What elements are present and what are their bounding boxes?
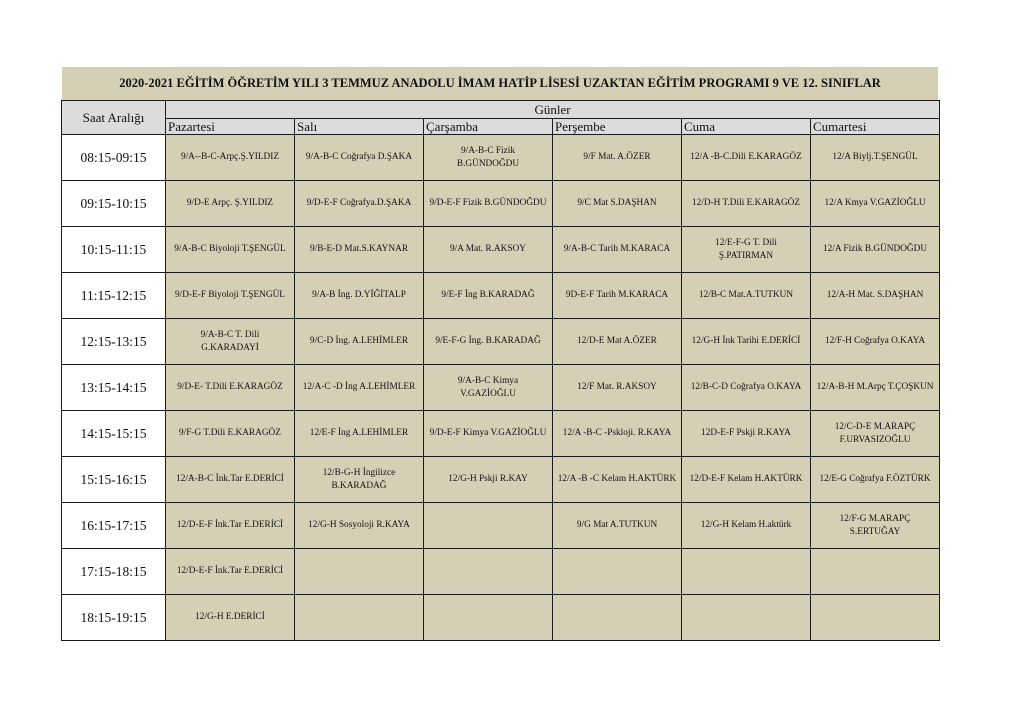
time-slot: 18:15-19:15 [62,595,166,641]
table-row [62,181,940,227]
table-row [62,227,940,273]
lesson-cell [553,549,682,595]
lesson-cell [682,595,811,641]
lesson-cell: 12/A -B-C -Pskloji. R.KAYA [553,411,682,457]
lesson-cell: 12/D-E-F İnk.Tar E.DERİCİ [166,503,295,549]
lesson-cell: 9/A-B İng. D.YİĞİTALP [295,273,424,319]
day-header-sali: Salı [295,119,424,135]
lesson-cell [424,503,553,549]
time-slot: 10:15-11:15 [62,227,166,273]
day-header-persembe: Perşembe [553,119,682,135]
lesson-cell [295,549,424,595]
day-header-cuma: Cuma [682,119,811,135]
lesson-cell: 9/G Mat A.TUTKUN [553,503,682,549]
lesson-cell [682,549,811,595]
page-title: 2020-2021 EĞİTİM ÖĞRETİM YILI 3 TEMMUZ ANADOLU İMAM HATİP LİSESİ UZAKTAN EĞİTİM PROGRAMI 9 VE 12. SINIFLAR [62,67,938,100]
lesson-cell [553,595,682,641]
lesson-cell: 9/A-B-C Tarih M.KARACA [553,227,682,273]
lesson-cell: 12D-E-F Pskji R.KAYA [682,411,811,457]
lesson-cell: 12/B-C Mat.A.TUTKUN [682,273,811,319]
lesson-cell: 12/A -B-C.Dili E.KARAGÖZ [682,135,811,181]
lesson-cell [424,549,553,595]
lesson-cell: 12/A Fizik B.GÜNDOĞDU [811,227,940,273]
time-slot: 13:15-14:15 [62,365,166,411]
lesson-cell: 12/G-H Pskji R.KAY [424,457,553,503]
lesson-cell: 9D-E-F Tarih M.KARACA [553,273,682,319]
lesson-cell: 9/D-E Arpç. Ş.YILDIZ [166,181,295,227]
lesson-cell: 12/B-C-D Coğrafya O.KAYA [682,365,811,411]
lesson-cell [424,595,553,641]
time-slot: 12:15-13:15 [62,319,166,365]
lesson-cell: 12/D-E Mat A.ÖZER [553,319,682,365]
lesson-cell: 9/D-E-F Coğrafya.D.ŞAKA [295,181,424,227]
header-row-days [62,119,940,135]
day-header-pazartesi: Pazartesi [166,119,295,135]
schedule-table [61,100,940,641]
lesson-cell [295,595,424,641]
header-row-gunler [62,101,940,119]
lesson-cell: 9/A-B-C Fizik B.GÜNDOĞDU [424,135,553,181]
lesson-cell: 12/A Biylj.T.ŞENGÜL [811,135,940,181]
table-row [62,503,940,549]
lesson-cell: 9/C Mat S.DAŞHAN [553,181,682,227]
lesson-cell: 12/A Kmya V.GAZİOĞLU [811,181,940,227]
lesson-cell: 9/D-E-F Fizik B.GÜNDOĞDU [424,181,553,227]
table-row [62,411,940,457]
lesson-cell: 12/G-H İnk Tarihi E.DERİCİ [682,319,811,365]
lesson-cell: 12/E-G Coğrafya F.ÖZTÜRK [811,457,940,503]
lesson-cell: 12/A-B-H M.Arpç T.ÇOŞKUN [811,365,940,411]
table-row [62,273,940,319]
lesson-cell: 9/A-B-C Biyoloji T.ŞENGÜL [166,227,295,273]
lesson-cell: 12/F Mat. R.AKSOY [553,365,682,411]
header-saat-araligi: Saat Aralığı [62,101,166,135]
time-slot: 17:15-18:15 [62,549,166,595]
lesson-cell: 12/A -B -C Kelam H.AKTÜRK [553,457,682,503]
header-gunler: Günler [166,101,940,119]
day-header-carsamba: Çarşamba [424,119,553,135]
lesson-cell: 9/D-E-F Kimya V.GAZİOĞLU [424,411,553,457]
lesson-cell: 12/G-H Kelam H.aktürk [682,503,811,549]
lesson-cell: 9/F-G T.Dili E.KARAGÖZ [166,411,295,457]
lesson-cell: 12/F-H Coğrafya O.KAYA [811,319,940,365]
lesson-cell: 12/D-E-F İnk.Tar E.DERİCİ [166,549,295,595]
table-row [62,457,940,503]
lesson-cell: 9/E-F İng B.KARADAĞ [424,273,553,319]
lesson-cell: 9/F Mat. A.ÖZER [553,135,682,181]
lesson-cell: 9/C-D İng. A.LEHİMLER [295,319,424,365]
table-row [62,365,940,411]
lesson-cell: 9/D-E-F Biyoloji T.ŞENGÜL [166,273,295,319]
table-row [62,595,940,641]
day-header-cumartesi: Cumartesi [811,119,940,135]
time-slot: 15:15-16:15 [62,457,166,503]
lesson-cell: 9/B-E-D Mat.S.KAYNAR [295,227,424,273]
lesson-cell: 12/G-H E.DERİCİ [166,595,295,641]
lesson-cell: 9/A-B-C T. Dili G.KARADAYİ [166,319,295,365]
lesson-cell: 9/A Mat. R.AKSOY [424,227,553,273]
lesson-cell: 12/A-C -D İng A.LEHİMLER [295,365,424,411]
time-slot: 08:15-09:15 [62,135,166,181]
table-row [62,135,940,181]
lesson-cell: 9/A-B-C Kimya V.GAZİOĞLU [424,365,553,411]
time-slot: 14:15-15:15 [62,411,166,457]
table-row [62,319,940,365]
lesson-cell: 12/E-F-G T. Dili Ş.PATIRMAN [682,227,811,273]
table-row [62,549,940,595]
lesson-cell: 12/D-E-F Kelam H.AKTÜRK [682,457,811,503]
time-slot: 16:15-17:15 [62,503,166,549]
lesson-cell [811,549,940,595]
lesson-cell: 12/C-D-E M.ARAPÇ F.URVASIZOĞLU [811,411,940,457]
lesson-cell: 12/A-H Mat. S.DAŞHAN [811,273,940,319]
lesson-cell: 9/A-B-C Coğrafya D.ŞAKA [295,135,424,181]
lesson-cell [811,595,940,641]
lesson-cell: 12/E-F İng A.LEHİMLER [295,411,424,457]
lesson-cell: 9/A--B-C-Arpç.Ş.YILDIZ [166,135,295,181]
time-slot: 09:15-10:15 [62,181,166,227]
lesson-cell: 12/F-G M.ARAPÇ S.ERTUĞAY [811,503,940,549]
lesson-cell: 9/D-E- T.Dili E.KARAGÖZ [166,365,295,411]
lesson-cell: 9/E-F-G İng. B.KARADAĞ [424,319,553,365]
lesson-cell: 12/D-H T.Dili E.KARAGÖZ [682,181,811,227]
lesson-cell: 12/A-B-C İnk.Tar E.DERİCİ [166,457,295,503]
lesson-cell: 12/B-G-H İngilizce B.KARADAĞ [295,457,424,503]
time-slot: 11:15-12:15 [62,273,166,319]
lesson-cell: 12/G-H Sosyoloji R.KAYA [295,503,424,549]
